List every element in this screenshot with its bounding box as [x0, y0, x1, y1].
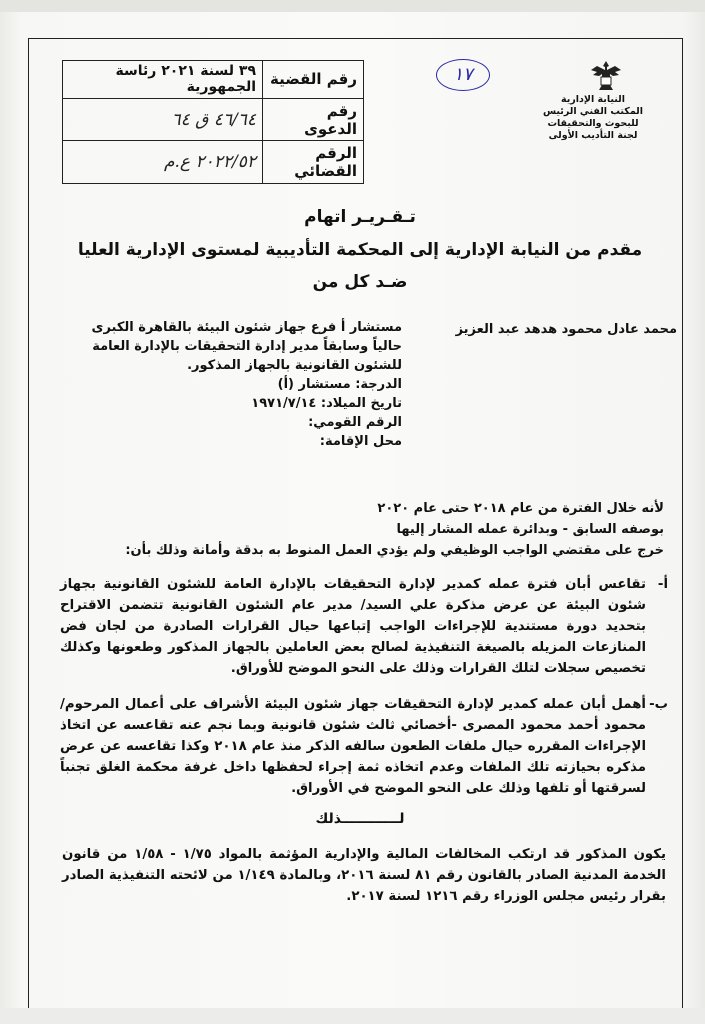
against-heading: ضـد كل من	[312, 272, 408, 292]
case-row	[63, 141, 364, 184]
case-row	[63, 98, 364, 141]
judicial-number-label: الرقم القضائي	[263, 141, 364, 184]
charge-statement: خرج على مقتضي الواجب الوظيفي ولم يؤدي العمل المنوط به بدقة وأمانة وذلك بأن:	[125, 543, 664, 558]
case-number-value: ٣٩ لسنة ٢٠٢١ رئاسة الجمهورية	[63, 61, 263, 99]
scan-bottom-band	[0, 1008, 705, 1024]
charge-period: لأنه خلال الفترة من عام ٢٠١٨ حتى عام ٢٠٢٠	[377, 501, 664, 516]
judicial-number-value: ٢٠٢٢/٥٢ ع.م	[63, 141, 263, 184]
org-line: لجنة التأديب الأولى	[548, 130, 638, 141]
report-subtitle: مقدم من النيابة الإدارية إلى المحكمة التأديبية لمستوى الإدارية العليا	[77, 240, 643, 260]
handwritten-page-number: ١٧	[436, 59, 490, 91]
conclusion-paragraph: يكون المذكور قد ارتكب المخالفات المالية والإدارية المؤثمة بالمواد ١/٧٥ - ١/٥٨ من قانون الخدمة المدنية الصادر بالقانون رقم ٨١ لسنة ٢٠١٦، وبالمادة ١/١٤٩ من لائحته التنفيذية الصادر بقرار رئيس مجلس الوزراء رقم ١٢١٦ لسنة ٢٠١٧.	[62, 847, 666, 904]
accused-position: مستشار أ فرع جهاز شئون البيئة بالقاهرة الكبرى حالياً وسابقاً مدير إدارة التحقيقات بالإدارة العامة للشئون القانونية بالجهاز المذكور.	[91, 320, 402, 373]
item-text: تقاعس أبان فترة عمله كمدير لإدارة التحقيقات بالإدارة العامة للشئون القانونية بجهاز شئون البيئة عن عرض مذكرة علي السيد/ مدير عام الشئون القانونية تتضمن الاقتراح بتحديد دورة مستندية للإجراءات الواجب إتباعها حيال القرارات الصادرة من لجان فض المنازعات المزيله بالصيغة التنفيذية لصالح بعض العاملين بالجهاز المذكور وطعونها وكذلك تخصيص سجلات لتلك القرارات وذلك على النحو الموضح للأوراق.	[60, 577, 646, 676]
lawsuit-number-value: ٤٦/٦٤ ق ٦٤	[63, 98, 263, 141]
therefore-heading: لــــــــــــذلك	[315, 811, 405, 827]
eagle-emblem-icon	[588, 58, 624, 94]
case-number-label: رقم القضية	[263, 61, 364, 99]
case-row	[63, 61, 364, 99]
charge-capacity: بوصفه السابق - وبدائرة عمله المشار إليها	[396, 522, 664, 537]
org-line: النيابة الإدارية	[560, 94, 626, 105]
accused-name: محمد عادل محمود هدهد عبد العزيز	[455, 322, 677, 337]
scan-top-strip	[0, 0, 705, 12]
accused-national-id: الرقم القومي:	[308, 415, 402, 430]
charge-item-b	[60, 694, 668, 799]
item-marker: ب-	[649, 697, 668, 712]
charge-intro	[64, 498, 664, 561]
accused-birth-date: تاريخ الميلاد: ١٩٧١/٧/١٤	[251, 396, 402, 411]
org-line: المكتب الفني الرئيس	[542, 106, 644, 117]
case-info-table	[62, 60, 364, 184]
report-title: تـقـريـر اتهام	[304, 207, 416, 227]
accused-grade: الدرجة: مستشار (أ)	[277, 377, 402, 392]
item-text: أهمل أبان عمله كمدير لإدارة التحقيقات جهاز شئون البيئة الأشراف على أعمال المرحوم/ محمود أحمد محمود المصرى -أخصائي ثالث شئون قانونية وبما نجم عنه تقاعسه عن اتخاذ الإجراءات المقرره حيال ملفات الطعون سالفه الذكر منذ عام ٢٠١٨ وكذا تقاعسه عن عرض مذكره بحيازته تلك الملفات وعدم اتخاذه ثمة إجراء لحفظها داخل غرفة محكمة الغلق تجنباً لسرقتها أو تلفها وذلك على النحو الموضح في الأوراق.	[60, 697, 647, 796]
accused-residence: محل الإقامة:	[319, 434, 402, 449]
charge-item-a	[60, 574, 668, 679]
issuing-authority	[523, 94, 663, 142]
lawsuit-number-label: رقم الدعوى	[263, 98, 364, 141]
accused-details	[64, 318, 402, 451]
item-marker: أ-	[657, 577, 668, 592]
org-line: للبحوث والتحقيقات	[547, 118, 639, 129]
